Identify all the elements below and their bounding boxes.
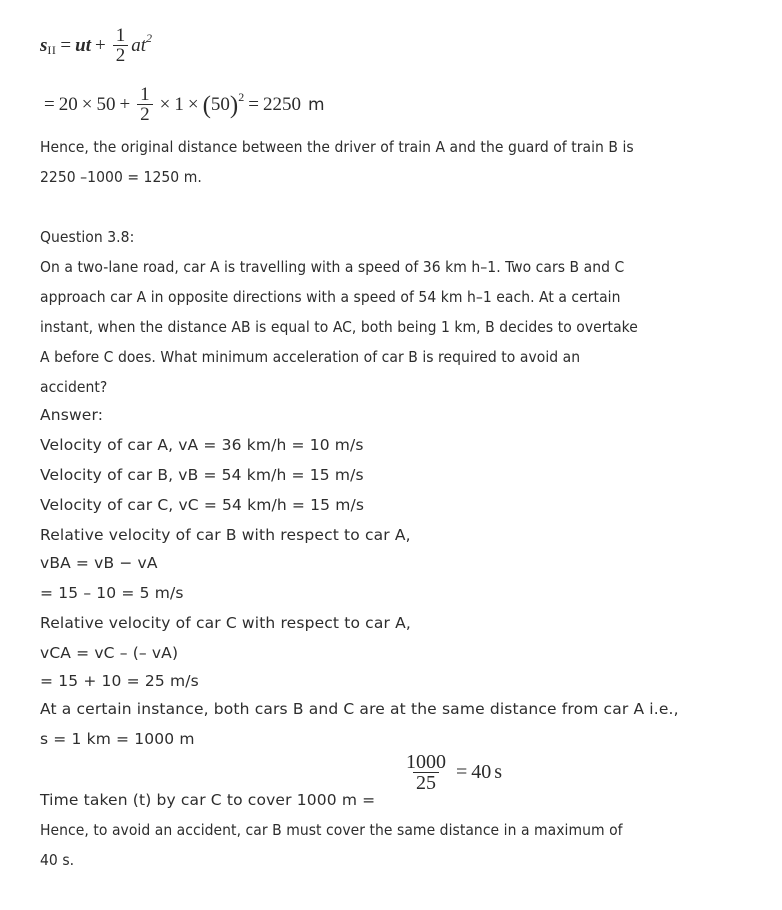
equation-sii-equals: =: [60, 34, 72, 56]
equation-sii-exponent: 2: [145, 31, 152, 46]
hence-original-distance-line1: Hence, the original distance between the driver of train A and the guard of train B is: [40, 138, 634, 156]
time-taken-line: Time taken (t) by car C to cover 1000 m =: [40, 791, 376, 809]
answer-relative-velocity-c-label: Relative velocity of car C with respect to car A,: [40, 614, 411, 632]
equation-distance-value: [40, 85, 325, 125]
question-text-line4: A before C does. What minimum acceleration of car B is required to avoid an: [40, 348, 581, 366]
conclusion-line2: 40 s.: [40, 851, 75, 869]
question-text-line3: instant, when the distance AB is equal to AC, both being 1 km, B decides to overtake: [40, 318, 638, 336]
equation-sii: [40, 26, 152, 66]
equation-distance-fraction: [137, 85, 153, 125]
question-label: Question 3.8:: [40, 228, 135, 246]
equation-distance-result: 2250: [262, 93, 301, 115]
equation-distance-fraction-numerator: 1: [140, 84, 150, 105]
answer-same-distance-line: At a certain instance, both cars B and C are at the same distance from car A i.e.,: [40, 700, 679, 718]
equation-sii-plus: +: [94, 34, 106, 56]
answer-velocity-car-a: Velocity of car A, vA = 36 km/h = 10 m/s: [40, 436, 364, 454]
answer-vca-result: = 15 + 10 = 25 m/s: [40, 672, 199, 690]
equation-distance-times3: ×: [187, 93, 199, 115]
time-fraction-result: 40: [471, 761, 492, 784]
equation-distance-unit: m: [307, 94, 325, 115]
equation-distance-d: 50: [210, 93, 230, 115]
question-text-line5: accident?: [40, 378, 108, 396]
equation-time-taken-fraction: [400, 752, 502, 794]
answer-velocity-car-c: Velocity of car C, vC = 54 km/h = 15 m/s: [40, 496, 365, 514]
equation-distance-close-paren: ): [229, 91, 239, 119]
time-fraction-equals: =: [456, 761, 468, 784]
equation-distance-c: 1: [174, 93, 184, 115]
equation-sii-fraction-denominator: 2: [113, 45, 129, 65]
time-fraction-unit: s: [494, 761, 503, 784]
equation-distance-b: 50: [96, 93, 116, 115]
answer-label: Answer:: [40, 406, 104, 424]
equation-distance-fraction-denominator: 2: [137, 104, 153, 124]
equation-sii-fraction: [113, 26, 129, 66]
equation-distance-a: 20: [58, 93, 78, 115]
equation-distance-equals: =: [44, 93, 55, 115]
answer-velocity-car-b: Velocity of car B, vB = 54 km/h = 15 m/s: [40, 466, 364, 484]
equation-sii-subscript: II: [47, 43, 57, 58]
equation-distance-plus: +: [119, 93, 131, 115]
time-fraction: [403, 752, 449, 794]
equation-distance-equals2: =: [248, 93, 259, 115]
answer-vba-result: = 15 – 10 = 5 m/s: [40, 584, 184, 602]
answer-distance-value: s = 1 km = 1000 m: [40, 730, 195, 748]
equation-distance-exponent: 2: [238, 90, 245, 105]
answer-vca-equation: vCA = vC – (– vA): [40, 644, 179, 662]
hence-original-distance-line2: 2250 –1000 = 1250 m.: [40, 168, 202, 186]
answer-relative-velocity-b-label: Relative velocity of car B with respect to car A,: [40, 526, 411, 544]
time-fraction-numerator: 1000: [406, 751, 446, 773]
equation-distance-times1: ×: [81, 93, 93, 115]
question-text-line2: approach car A in opposite directions with a speed of 54 km h–1 each. At a certain: [40, 288, 621, 306]
question-text-line1: On a two-lane road, car A is travelling with a speed of 36 km h–1. Two cars B and C: [40, 258, 625, 276]
equation-distance-times2: ×: [159, 93, 171, 115]
answer-vba-equation: vBA = vB − vA: [40, 554, 158, 572]
equation-sii-term1: ut: [75, 34, 91, 56]
equation-sii-term2: at: [131, 34, 146, 56]
conclusion-line1: Hence, to avoid an accident, car B must cover the same distance in a maximum of: [40, 821, 623, 839]
equation-distance-open-paren: (: [202, 91, 211, 119]
equation-sii-variable: s: [40, 34, 48, 56]
time-fraction-denominator: 25: [413, 772, 439, 793]
equation-sii-fraction-numerator: 1: [115, 25, 126, 46]
